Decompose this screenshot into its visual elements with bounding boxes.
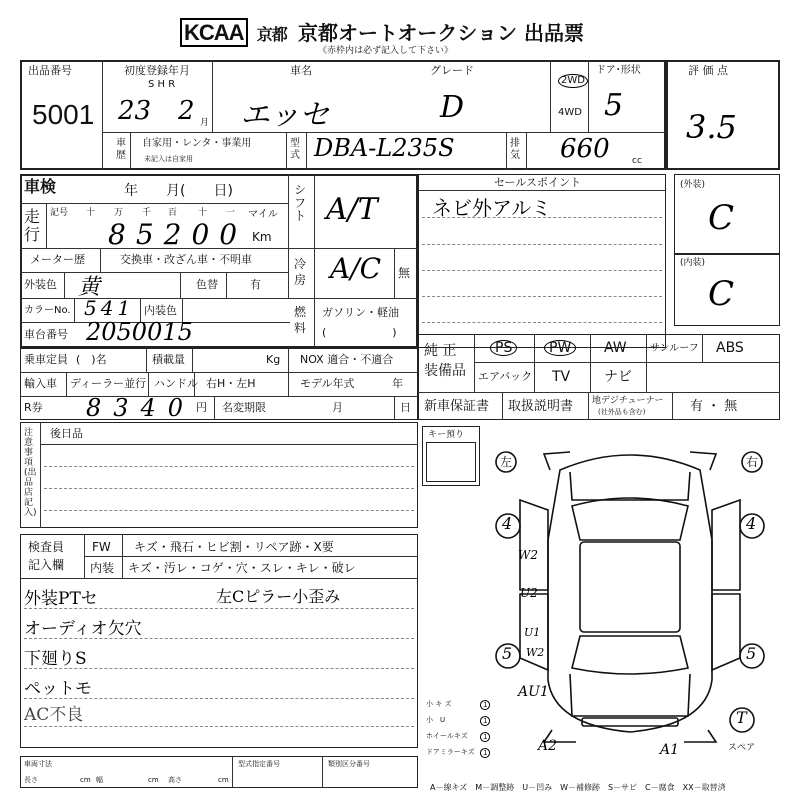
handle-options: 右H・左H [206, 377, 256, 390]
damage-mark[interactable]: A2 [538, 738, 558, 754]
equip-navi[interactable]: ナビ [604, 369, 632, 385]
page-subtitle: 《赤枠内は必ず記入して下さい》 [318, 46, 454, 56]
color-no[interactable]: 541 [84, 296, 135, 320]
import-label: 輸入車 [24, 377, 57, 390]
yen-unit: 円 [196, 401, 207, 414]
equip-label-2: 装備品 [424, 363, 466, 379]
logo [180, 20, 287, 46]
equip-airbag[interactable]: エアバック [478, 370, 533, 383]
ac-none: 無 [398, 266, 411, 280]
damage-mark[interactable]: U1 [524, 626, 541, 639]
shaken-date[interactable]: 年 月( 日) [124, 183, 233, 199]
legend-code: 1 [480, 716, 490, 726]
recycle-fee[interactable]: 8340 [86, 394, 196, 422]
width-label: 幅 [96, 776, 103, 784]
manual[interactable]: 取扱説明書 [508, 399, 574, 414]
expiry-label: 名変期限 [222, 401, 266, 414]
equip-sunroof[interactable]: サンルーフ [650, 343, 699, 354]
door-count[interactable]: 5 [604, 88, 624, 123]
year-unit: 年 [392, 377, 403, 390]
mileage-kigo: 記号 [50, 208, 69, 218]
tire-front-right[interactable]: 4 [746, 514, 757, 533]
digit-head: 一 [226, 208, 236, 218]
grade-label: グレード [430, 64, 474, 77]
recycle-label: R券 [24, 401, 43, 414]
digit-head: 千 [142, 208, 152, 218]
arrival-label: 後日品 [50, 427, 83, 440]
equip-label-1: 純 正 [424, 343, 457, 359]
spare-tire[interactable]: T [736, 708, 747, 727]
mile-unit: マイル [248, 209, 278, 220]
int-grade-label: (内装) [680, 258, 706, 268]
damage-code-legend: A－線キズ M－調整跡 U－凹み W－補修跡 S－サビ C－腐食 XX－取替済 [430, 783, 726, 792]
nox: NOX 適合・不適合 [300, 353, 394, 366]
displacement[interactable]: 660 [560, 134, 610, 164]
legend-label: 小 キ ズ [426, 700, 452, 708]
cm-unit: cm [148, 776, 159, 784]
grade-value[interactable]: D [440, 90, 465, 125]
mileage-value[interactable]: 85200 [108, 218, 248, 251]
page-title: 京都オートオークション 出品票 [298, 21, 584, 45]
km-unit: Km [252, 230, 272, 244]
shift-value[interactable]: A/T [326, 192, 378, 227]
cc-unit: cc [632, 156, 642, 166]
history-note: 未記入は自家用 [144, 155, 193, 163]
shift-label: シフト [294, 183, 307, 223]
caution-label: 注意事項(出品店記入) [24, 428, 37, 518]
equip-pw[interactable]: PW [544, 340, 576, 356]
fw-label: FW [92, 540, 111, 554]
int-color-label: 内装色 [144, 304, 177, 317]
score-value[interactable]: 3.5 [686, 108, 737, 146]
tire-rear-left[interactable]: 5 [502, 644, 513, 663]
expiry-month: 月 [332, 401, 343, 414]
length-label: 長さ [24, 776, 38, 784]
inspector-note-2[interactable]: オーディオ欠穴 [24, 619, 142, 639]
inspector-note-3[interactable]: 下廻りS [24, 649, 87, 669]
meter-label: メーター歴 [30, 253, 85, 266]
history-options: 自家用・レンタ・事業用 [142, 138, 252, 149]
ext-grade[interactable]: C [708, 198, 735, 238]
chassis-label: 車台番号 [24, 328, 68, 341]
warranty[interactable]: 新車保証書 [424, 399, 490, 414]
interior-options: キズ・汚レ・コゲ・穴・スレ・キレ・破レ [128, 561, 356, 575]
ext-color-label: 外装色 [24, 278, 57, 291]
spare-label: スペア [728, 743, 756, 753]
logo-city: 京都 [256, 27, 287, 44]
equip-ps[interactable]: PS [490, 340, 517, 356]
mileage-label: 走行 [24, 207, 41, 244]
legend-label: 小 U [426, 716, 446, 724]
lot-number[interactable]: 5001 [32, 99, 95, 130]
ext-grade-label: (外装) [680, 180, 706, 190]
car-name[interactable]: エッセ [240, 98, 330, 133]
digit-head: 十 [86, 208, 96, 218]
drive-2wd[interactable]: 2WD [558, 74, 588, 88]
fuel-options: ガソリン・軽油 [322, 306, 399, 319]
digit-head: 万 [114, 208, 124, 218]
damage-mark[interactable]: W2 [518, 548, 538, 562]
month-unit: 月 [200, 118, 210, 128]
fuel-other: ( ) [322, 326, 397, 339]
damage-mark[interactable]: A1 [660, 742, 680, 758]
load-label: 積載量 [152, 353, 185, 366]
tire-front-left[interactable]: 4 [502, 514, 513, 533]
fuel-label: 燃料 [294, 305, 307, 335]
logo-text: KCAA [180, 18, 248, 47]
drive-4wd[interactable]: 4WD [558, 107, 582, 118]
cc-label: 排気 [510, 138, 520, 161]
type-no-label: 型式指定番号 [238, 760, 280, 768]
expiry-day: 日 [400, 401, 411, 414]
fw-options: キズ・飛石・ヒビ割・リペア跡・X要 [134, 540, 334, 554]
damage-mark[interactable]: AU1 [518, 684, 549, 700]
tuner-note: (社外品も含む) [598, 408, 646, 416]
inspector-note-4[interactable]: ペットモ [24, 679, 92, 699]
int-grade[interactable]: C [708, 274, 735, 314]
color-change: 有 [250, 278, 261, 291]
inspector-label-1: 検査員 [28, 540, 65, 554]
shaken-label: 車検 [24, 177, 57, 196]
interior-label: 内装 [90, 561, 115, 575]
inspector-note-5[interactable]: AC不良 [24, 705, 84, 725]
digit-head: 十 [198, 208, 208, 218]
color-change-label: 色替 [196, 278, 218, 291]
cm-unit: cm [80, 776, 91, 784]
damage-mark[interactable]: U2 [520, 586, 538, 600]
digit-head: 百 [168, 208, 178, 218]
tuner-label: 地デジチューナー [592, 396, 664, 406]
equip-aw[interactable]: AW [604, 340, 627, 356]
key-label: キー預り [428, 430, 465, 440]
inspector-note-right[interactable]: 左Cピラー小歪み [216, 587, 341, 606]
ac-label: 冷房 [294, 257, 307, 287]
meter-options: 交換車・改ざん車・不明車 [120, 253, 252, 266]
model-label: 型式 [290, 138, 300, 161]
lot-label: 出品番号 [28, 64, 72, 77]
tuner-options[interactable]: 有 ・ 無 [690, 399, 738, 414]
model-code[interactable]: DBA-L235S [314, 134, 455, 162]
score-label: 評 価 点 [688, 64, 728, 77]
legend-label: ドアミラーキズ [426, 748, 475, 756]
reg-date-label: 初度登録年月 [124, 64, 190, 77]
class-no-label: 類別区分番号 [328, 760, 370, 768]
car-name-label: 車名 [290, 64, 312, 77]
capacity-label: 乗車定員 [24, 353, 68, 366]
equip-abs[interactable]: ABS [716, 340, 744, 356]
equip-tv[interactable]: TV [552, 369, 571, 385]
reg-month[interactable]: 2 [178, 96, 195, 126]
right-side-label: 右 [746, 455, 759, 469]
legend-code: 1 [480, 748, 490, 758]
inspector-note-1[interactable]: 外装PTセ [24, 589, 98, 609]
sales-point-label: セールスポイント [494, 176, 582, 189]
ext-color[interactable]: 黄 [78, 275, 101, 300]
chassis-number[interactable]: 2050015 [86, 318, 193, 346]
legend-code: 1 [480, 732, 490, 742]
legend-label: ホイールキズ [426, 732, 468, 740]
reg-year[interactable]: 23 [118, 96, 152, 126]
door-label: ドア･形状 [596, 65, 641, 76]
dealer-import: ディーラー並行 [70, 377, 147, 390]
ac-value[interactable]: A/C [330, 252, 382, 285]
history-label: 車歴 [116, 138, 126, 161]
cm-unit: cm [218, 776, 229, 784]
capacity-unit: ( )名 [76, 353, 107, 366]
legend-code: 1 [480, 700, 490, 710]
inspector-label-2: 記入欄 [28, 558, 65, 572]
left-side-label: 左 [500, 455, 513, 469]
sales-point-text[interactable]: ネビ外アルミ [432, 196, 552, 220]
damage-mark[interactable]: W2 [526, 646, 545, 659]
model-year-label: モデル年式 [300, 377, 355, 390]
tire-rear-right[interactable]: 5 [746, 644, 757, 663]
color-no-label: カラーNo. [24, 305, 71, 316]
load-unit: Kg [266, 353, 281, 366]
handle-label: ハンドル [154, 377, 198, 390]
reg-era: S H R [148, 79, 176, 90]
height-label: 高さ [168, 776, 182, 784]
size-label: 車両寸法 [24, 760, 52, 768]
